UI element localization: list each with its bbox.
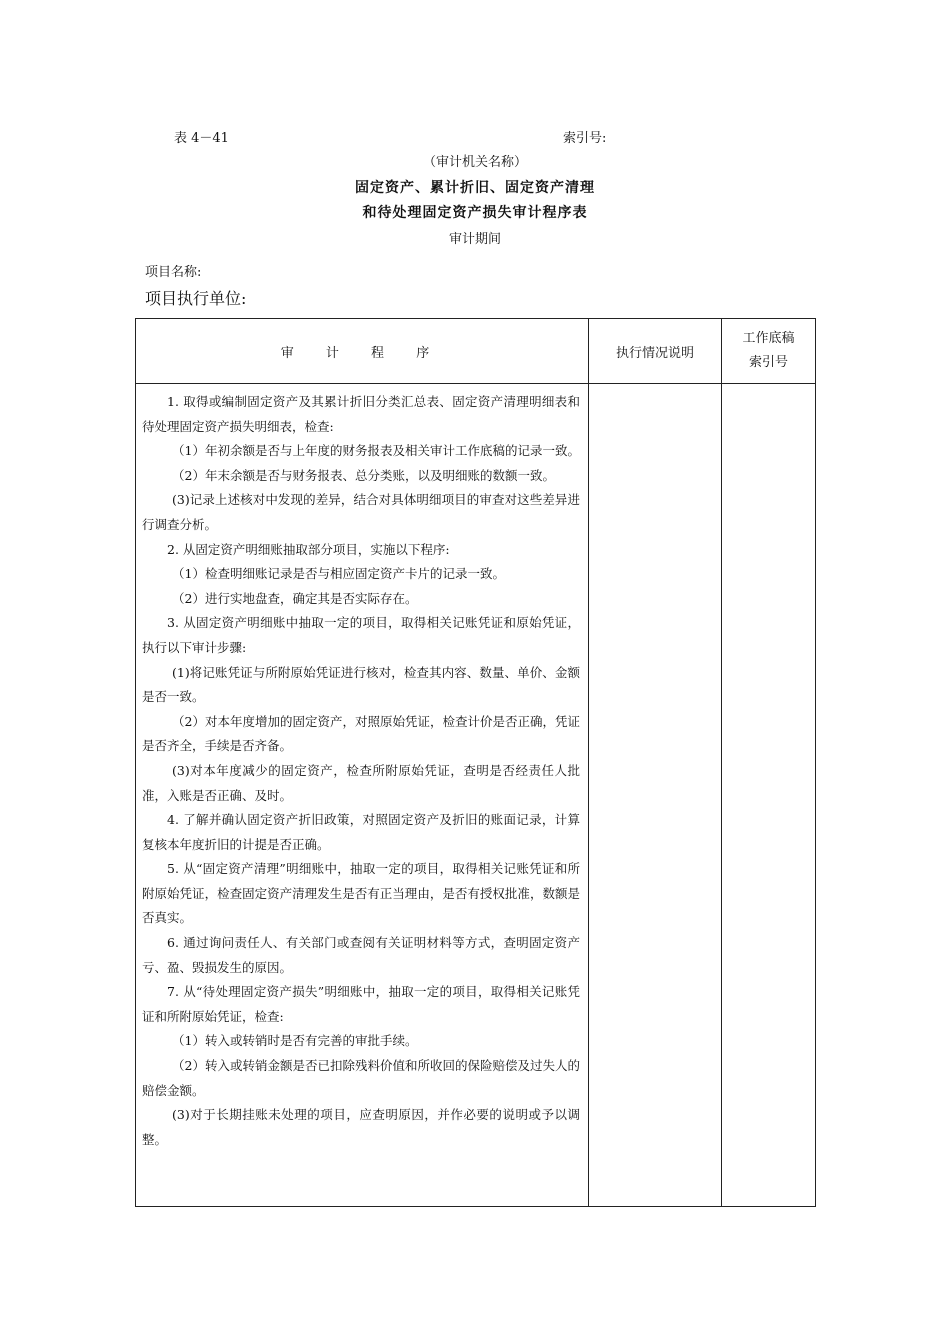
procedure-step: 5. 从“固定资产清理”明细账中，抽取一定的项目，取得相关记账凭证和所附原始凭证，检查固定资产清理发生是否有正当理由，是否有授权批准，数额是否真实。 — [142, 861, 580, 926]
project-unit-label: 项目执行单位: — [145, 289, 247, 308]
procedure-step: 3. 从固定资产明细账中抽取一定的项目，取得相关记账凭证和原始凭证，执行以下审计步骤: — [142, 615, 580, 655]
procedure-substep: （2）进行实地盘查，确定其是否实际存在。 — [172, 590, 418, 606]
procedure-substep: （1）转入或转销时是否有完善的审批手续。 — [172, 1033, 418, 1049]
table-header-row — [136, 319, 816, 384]
column-header-ref-line2: 索引号 — [748, 355, 788, 370]
form-number: 表 4－41 — [174, 131, 229, 146]
workpaper-ref-cell — [722, 384, 816, 1207]
procedure-steps-cell — [136, 384, 589, 1207]
procedure-step: 6. 通过询问责任人、有关部门或查阅有关证明材料等方式，查明固定资产亏、盈、毁损发生的原因。 — [142, 935, 580, 975]
procedure-substep: (1)将记账凭证与所附原始凭证进行核对，检查其内容、数量、单价、金额是否一致。 — [142, 664, 580, 705]
procedure-substep: （1）年初余额是否与上年度的财务报表及相关审计工作底稿的记录一致。 — [172, 443, 580, 459]
procedure-substep: （2）对本年度增加的固定资产，对照原始凭证，检查计价是否正确，凭证是否齐全，手续是否齐备。 — [142, 713, 580, 754]
procedure-step: 2. 从固定资产明细账抽取部分项目，实施以下程序: — [167, 541, 450, 557]
column-header-workpaper-ref — [722, 319, 816, 384]
procedure-substep: (3)对本年度减少的固定资产，检查所附原始凭证，查明是否经责任人批准，入账是否正确、及时。 — [142, 762, 580, 803]
document-title-line1: 固定资产、累计折旧、固定资产清理 — [355, 180, 595, 196]
audit-period: 审计期间 — [448, 232, 501, 247]
project-name-label: 项目名称: — [145, 265, 202, 280]
column-header-execution: 执行情况说明 — [589, 319, 722, 384]
document-title-line2: 和待处理固定资产损失审计程序表 — [362, 205, 588, 221]
audit-procedure-table — [135, 318, 816, 1207]
procedure-substep: （2）转入或转销金额是否已扣除残料价值和所收回的保险赔偿及过失人的赔偿金额。 — [142, 1058, 580, 1098]
procedure-step: 7. 从“待处理固定资产损失”明细账中，抽取一定的项目，取得相关记账凭证和所附原始凭证，检查: — [142, 984, 580, 1024]
table-body-row — [136, 384, 816, 1207]
column-header-ref-line1: 工作底稿 — [742, 331, 795, 346]
column-header-procedure: 审 计 程 序 — [136, 319, 589, 384]
procedure-substep: （1）检查明细账记录是否与相应固定资产卡片的记录一致。 — [172, 566, 505, 582]
procedure-step: 1. 取得或编制固定资产及其累计折旧分类汇总表、固定资产清理明细表和待处理固定资产损失明细表，检查: — [142, 394, 580, 434]
procedure-substep: （2）年末余额是否与财务报表、总分类账，以及明细账的数额一致。 — [172, 467, 555, 483]
audit-agency-name: （审计机关名称） — [422, 155, 527, 170]
procedure-substep: (3)记录上述核对中发现的差异，结合对具体明细项目的审查对这些差异进行调查分析。 — [142, 492, 580, 532]
execution-notes-cell — [589, 384, 722, 1207]
index-number-label: 索引号: — [563, 131, 607, 146]
procedure-substep: (3)对于长期挂账未处理的项目，应查明原因，并作必要的说明或予以调整。 — [142, 1107, 580, 1147]
procedure-step: 4. 了解并确认固定资产折旧政策，对照固定资产及折旧的账面记录，计算复核本年度折旧的计提是否正确。 — [142, 812, 580, 852]
